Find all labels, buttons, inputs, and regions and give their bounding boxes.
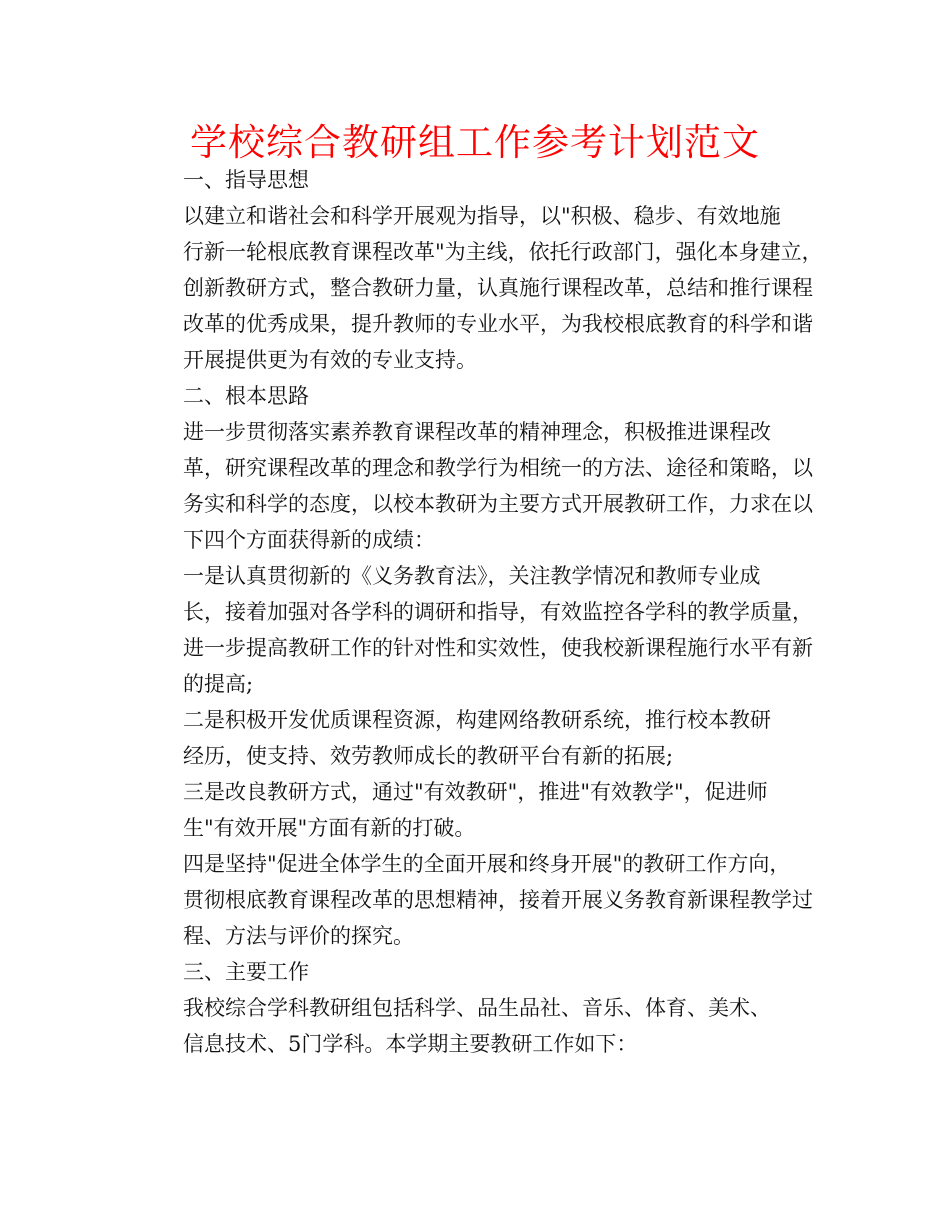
text-line: 行新一轮根底教育课程改革"为主线，依托行政部门，强化本身建立， [183, 240, 823, 264]
paragraph [141, 558, 813, 702]
section-heading: 二、根本思路 [183, 384, 309, 408]
text-line: 贯彻根底教育课程改革的思想精神，接着开展义务教育新课程教学过 [183, 888, 813, 912]
paragraph [141, 990, 813, 1062]
text-line: 下四个方面获得新的成绩： [183, 528, 435, 552]
text-line: 四是坚持"促进全体学生的全面开展和终身开展"的教研工作方向， [183, 852, 791, 876]
text-line: 一是认真贯彻新的《义务教育法》，关注教学情况和教师专业成 [183, 564, 761, 588]
paragraph [141, 846, 813, 954]
paragraph [141, 774, 813, 846]
text-line: 创新教研方式，整合教研力量，认真施行课程改革，总结和推行课程 [183, 276, 813, 300]
text-line: 程、方法与评价的探究。 [183, 924, 414, 948]
document-title: 学校综合教研组工作参考计划范文 [190, 121, 760, 164]
text-line: 务实和科学的态度，以校本教研为主要方式开展教研工作，力求在以 [183, 492, 813, 516]
text-line: 生"有效开展"方面有新的打破。 [183, 816, 476, 840]
text-line: 长，接着加强对各学科的调研和指导，有效监控各学科的教学质量， [183, 600, 813, 624]
text-line: 信息技术、5门学科。本学期主要教研工作如下： [183, 1032, 638, 1056]
text-line: 三是改良教研方式，通过"有效教研"，推进"有效教学"，促进师 [183, 780, 768, 804]
text-line: 进一步贯彻落实素养教育课程改革的精神理念，积极推进课程改 [183, 420, 771, 444]
paragraph [141, 414, 813, 558]
section-heading: 三、主要工作 [183, 960, 309, 984]
text-line: 以建立和谐社会和科学开展观为指导，以"积极、稳步、有效地施 [183, 204, 781, 228]
text-line: 我校综合学科教研组包括科学、品生品社、音乐、体育、美术、 [183, 996, 771, 1020]
text-line: 经历，使支持、效劳教师成长的教研平台有新的拓展; [183, 744, 674, 768]
text-line: 革，研究课程改革的理念和教学行为相统一的方法、途径和策略，以 [183, 456, 813, 480]
text-line: 的提高; [183, 672, 254, 696]
paragraph [141, 198, 823, 378]
text-line: 二是积极开发优质课程资源，构建网络教研系统，推行校本教研 [183, 708, 771, 732]
section-heading: 一、指导思想 [183, 168, 309, 192]
paragraph [141, 702, 813, 774]
document-body [141, 162, 823, 1062]
text-line: 进一步提高教研工作的针对性和实效性，使我校新课程施行水平有新 [183, 636, 813, 660]
text-line: 开展提供更为有效的专业支持。 [183, 348, 477, 372]
text-line: 改革的优秀成果，提升教师的专业水平，为我校根底教育的科学和谐 [183, 312, 813, 336]
